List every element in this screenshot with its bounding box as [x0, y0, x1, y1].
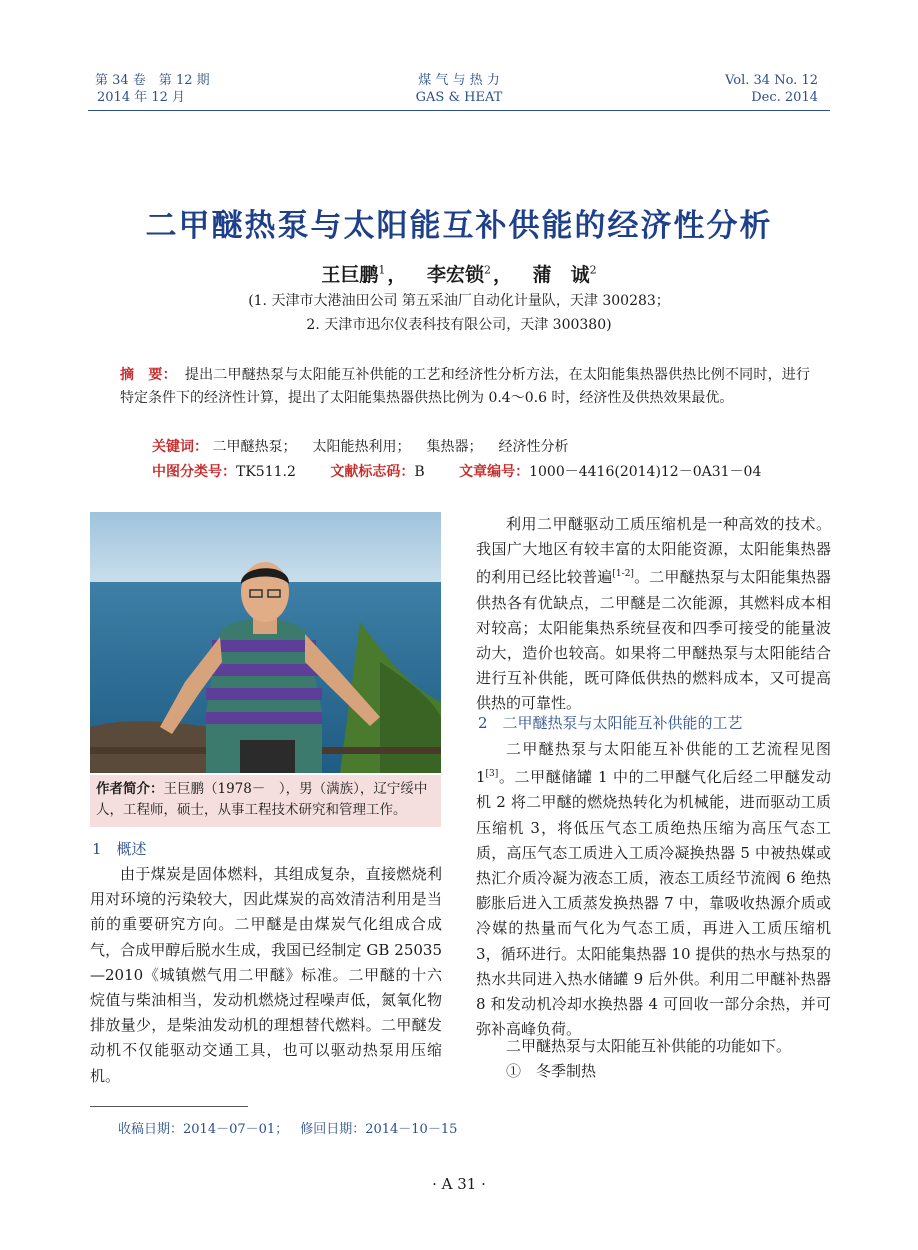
- section-2-heading: 2 二甲醚热泵与太阳能互补供能的工艺: [478, 714, 743, 732]
- abstract-text: 提出二甲醚热泵与太阳能互补供能的工艺和经济性分析方法，在太阳能集热器供热比例不同时，进行特定条件下的经济性计算，提出了太阳能集热器供热比例为 0.4～0.6 时，经济性及供热效果最优。: [120, 367, 811, 406]
- intro-text-2: 。二甲醚热泵与太阳能集热器供热各有优缺点，二甲醚是二次能源，其燃料成本相对较高；太阳能集热系统昼夜和四季可接受的能量波动大，造价也较高。如果将二甲醚热泵与太阳能结合进行互补供能，既可降低供热的燃料成本，又可提高供热的可靠性。: [476, 568, 831, 713]
- keyword-item: 集热器；: [426, 439, 483, 455]
- volume-issue: 第 34 卷 第 12 期: [95, 73, 210, 88]
- author-bio: [90, 775, 441, 827]
- clc-value: TK511.2: [236, 464, 296, 480]
- article-number-value: 1000－4416(2014)12－0A31－04: [529, 464, 762, 480]
- header-divider: [88, 110, 830, 111]
- keyword-item: 太阳能热利用；: [312, 439, 411, 455]
- section-2-paragraph-2-box: [476, 1034, 831, 1059]
- revised-label: 修回日期：: [300, 1122, 366, 1137]
- author-affil-mark: 2: [484, 263, 491, 277]
- keyword-item: 经济性分析: [498, 439, 569, 455]
- author-name: 李宏锁: [426, 264, 484, 286]
- issue-date: 2014 年 12 月: [97, 90, 186, 105]
- footnote-divider: [90, 1106, 248, 1107]
- section-2-list: [476, 1059, 831, 1084]
- paper-title: 二甲醚热泵与太阳能互补供能的经济性分析: [145, 208, 773, 244]
- page-number: · A 31 ·: [432, 1175, 486, 1193]
- abstract: [120, 364, 810, 409]
- doc-code-label: 文献标志码：: [330, 464, 415, 480]
- author-list: [0, 260, 918, 287]
- received-label: 收稿日期：: [118, 1122, 184, 1137]
- author-photo: [90, 512, 441, 773]
- received-date: 2014－07－01；: [183, 1122, 289, 1137]
- intro-continuation: [476, 512, 831, 717]
- affiliation-2: 2. 天津市迅尔仪表科技有限公司，天津 300380): [306, 317, 612, 333]
- keywords: [152, 437, 584, 457]
- bio-text: 王巨鹏（1978－ ），男（满族），辽宁绥中人，工程师，硕士，从事工程技术研究和管理工作。: [96, 781, 428, 818]
- author-affil-mark: 1: [378, 263, 386, 277]
- section-1-heading: 1 概述: [92, 840, 147, 858]
- revised-date: 2014－10－15: [365, 1122, 458, 1137]
- author-name: 王巨鹏: [321, 264, 379, 286]
- intro-text-1: 利用二甲醚驱动工质压缩机是一种高效的技术。我国广大地区有较丰富的太阳能资源，太阳能集热器的利用已经比较普遍: [476, 515, 831, 587]
- volume-en: Vol. 34 No. 12: [725, 73, 818, 88]
- doc-code-value: B: [414, 464, 425, 480]
- article-number-label: 文章编号：: [459, 464, 530, 480]
- clc-label: 中图分类号：: [152, 464, 236, 480]
- classification-line: [152, 462, 761, 482]
- citation-ref: [3]: [485, 769, 499, 780]
- bio-label: 作者简介：: [96, 781, 164, 797]
- footnote-dates: [118, 1118, 457, 1137]
- section-1-body: [90, 862, 442, 1089]
- keywords-label: 关键词：: [152, 439, 208, 455]
- s2-text-2: 。二甲醚储罐 1 中的二甲醚气化后经二甲醚发动机 2 将二甲醚的燃烧热转化为机械能，进而驱动工质压缩机 3，将低压气态工质绝热压缩为高压气态工质，高压气态工质进入工质冷凝换热器 5 中被热媒或热汇介质冷凝为液态工质，液态工质经节流阀 6 绝热膨胀后进入工质蒸发换热器 7 中，靠吸收热源介质或冷媒的热量而气化为气态工质，再进入工质压缩机 3，循环进行。太阳能集热器 10 提供的热水与热泵的热水共同进入热水储罐 9 后外供。利用二甲醚补热器 8 和发动机冷却水换热器 4 可回收一部分余热，并可弥补高峰负荷。: [476, 768, 831, 1039]
- date-en: Dec. 2014: [751, 90, 818, 105]
- citation-ref: [1-2]: [612, 569, 634, 580]
- author-separator: ，: [387, 264, 407, 286]
- section-2-paragraph-2: 二甲醚热泵与太阳能互补供能的功能如下。: [506, 1037, 792, 1055]
- journal-volume-en: [725, 72, 818, 106]
- section-1-paragraph: 由于煤炭是固体燃料，其组成复杂，直接燃烧利用对环境的污染较大，因此煤炭的高效清洁利用是当前的重要研究方向。二甲醚是由煤炭气化组成合成气，合成甲醇后脱水生成，我国已经制定 GB 25035—2010《城镇燃气用二甲醚》标准。二甲醚的十六烷值与柴油相当，发动机燃烧过程噪声低，氮氧化物排放量少，是柴油发动机的理想替代燃料。二甲醚发动机不仅能驱动交通工具，也可以驱动热泵用压缩机。: [90, 865, 442, 1085]
- journal-name-en: GAS & HEAT: [415, 90, 503, 105]
- author-separator: ，: [493, 264, 513, 286]
- author-photo-illustration: [90, 512, 441, 773]
- list-item-winter-heating: ① 冬季制热: [506, 1062, 597, 1080]
- affiliation-1: (1. 天津市大港油田公司 第五采油厂自动化计量队，天津 300283；: [248, 293, 670, 309]
- section-2-body: [476, 737, 831, 1042]
- intro-paragraph: [476, 512, 831, 717]
- author-affil-mark: 2: [589, 263, 597, 277]
- keyword-item: 二甲醚热泵；: [212, 439, 297, 455]
- author-name: 蒲 诚: [532, 264, 590, 286]
- s2-text-1: 二甲醚热泵与太阳能互补供能的工艺流程见图 1: [476, 740, 831, 787]
- abstract-label: 摘 要：: [120, 367, 177, 383]
- section-2-paragraph-1: [476, 737, 831, 1042]
- journal-name-cn: 煤 气 与 热 力: [418, 73, 500, 88]
